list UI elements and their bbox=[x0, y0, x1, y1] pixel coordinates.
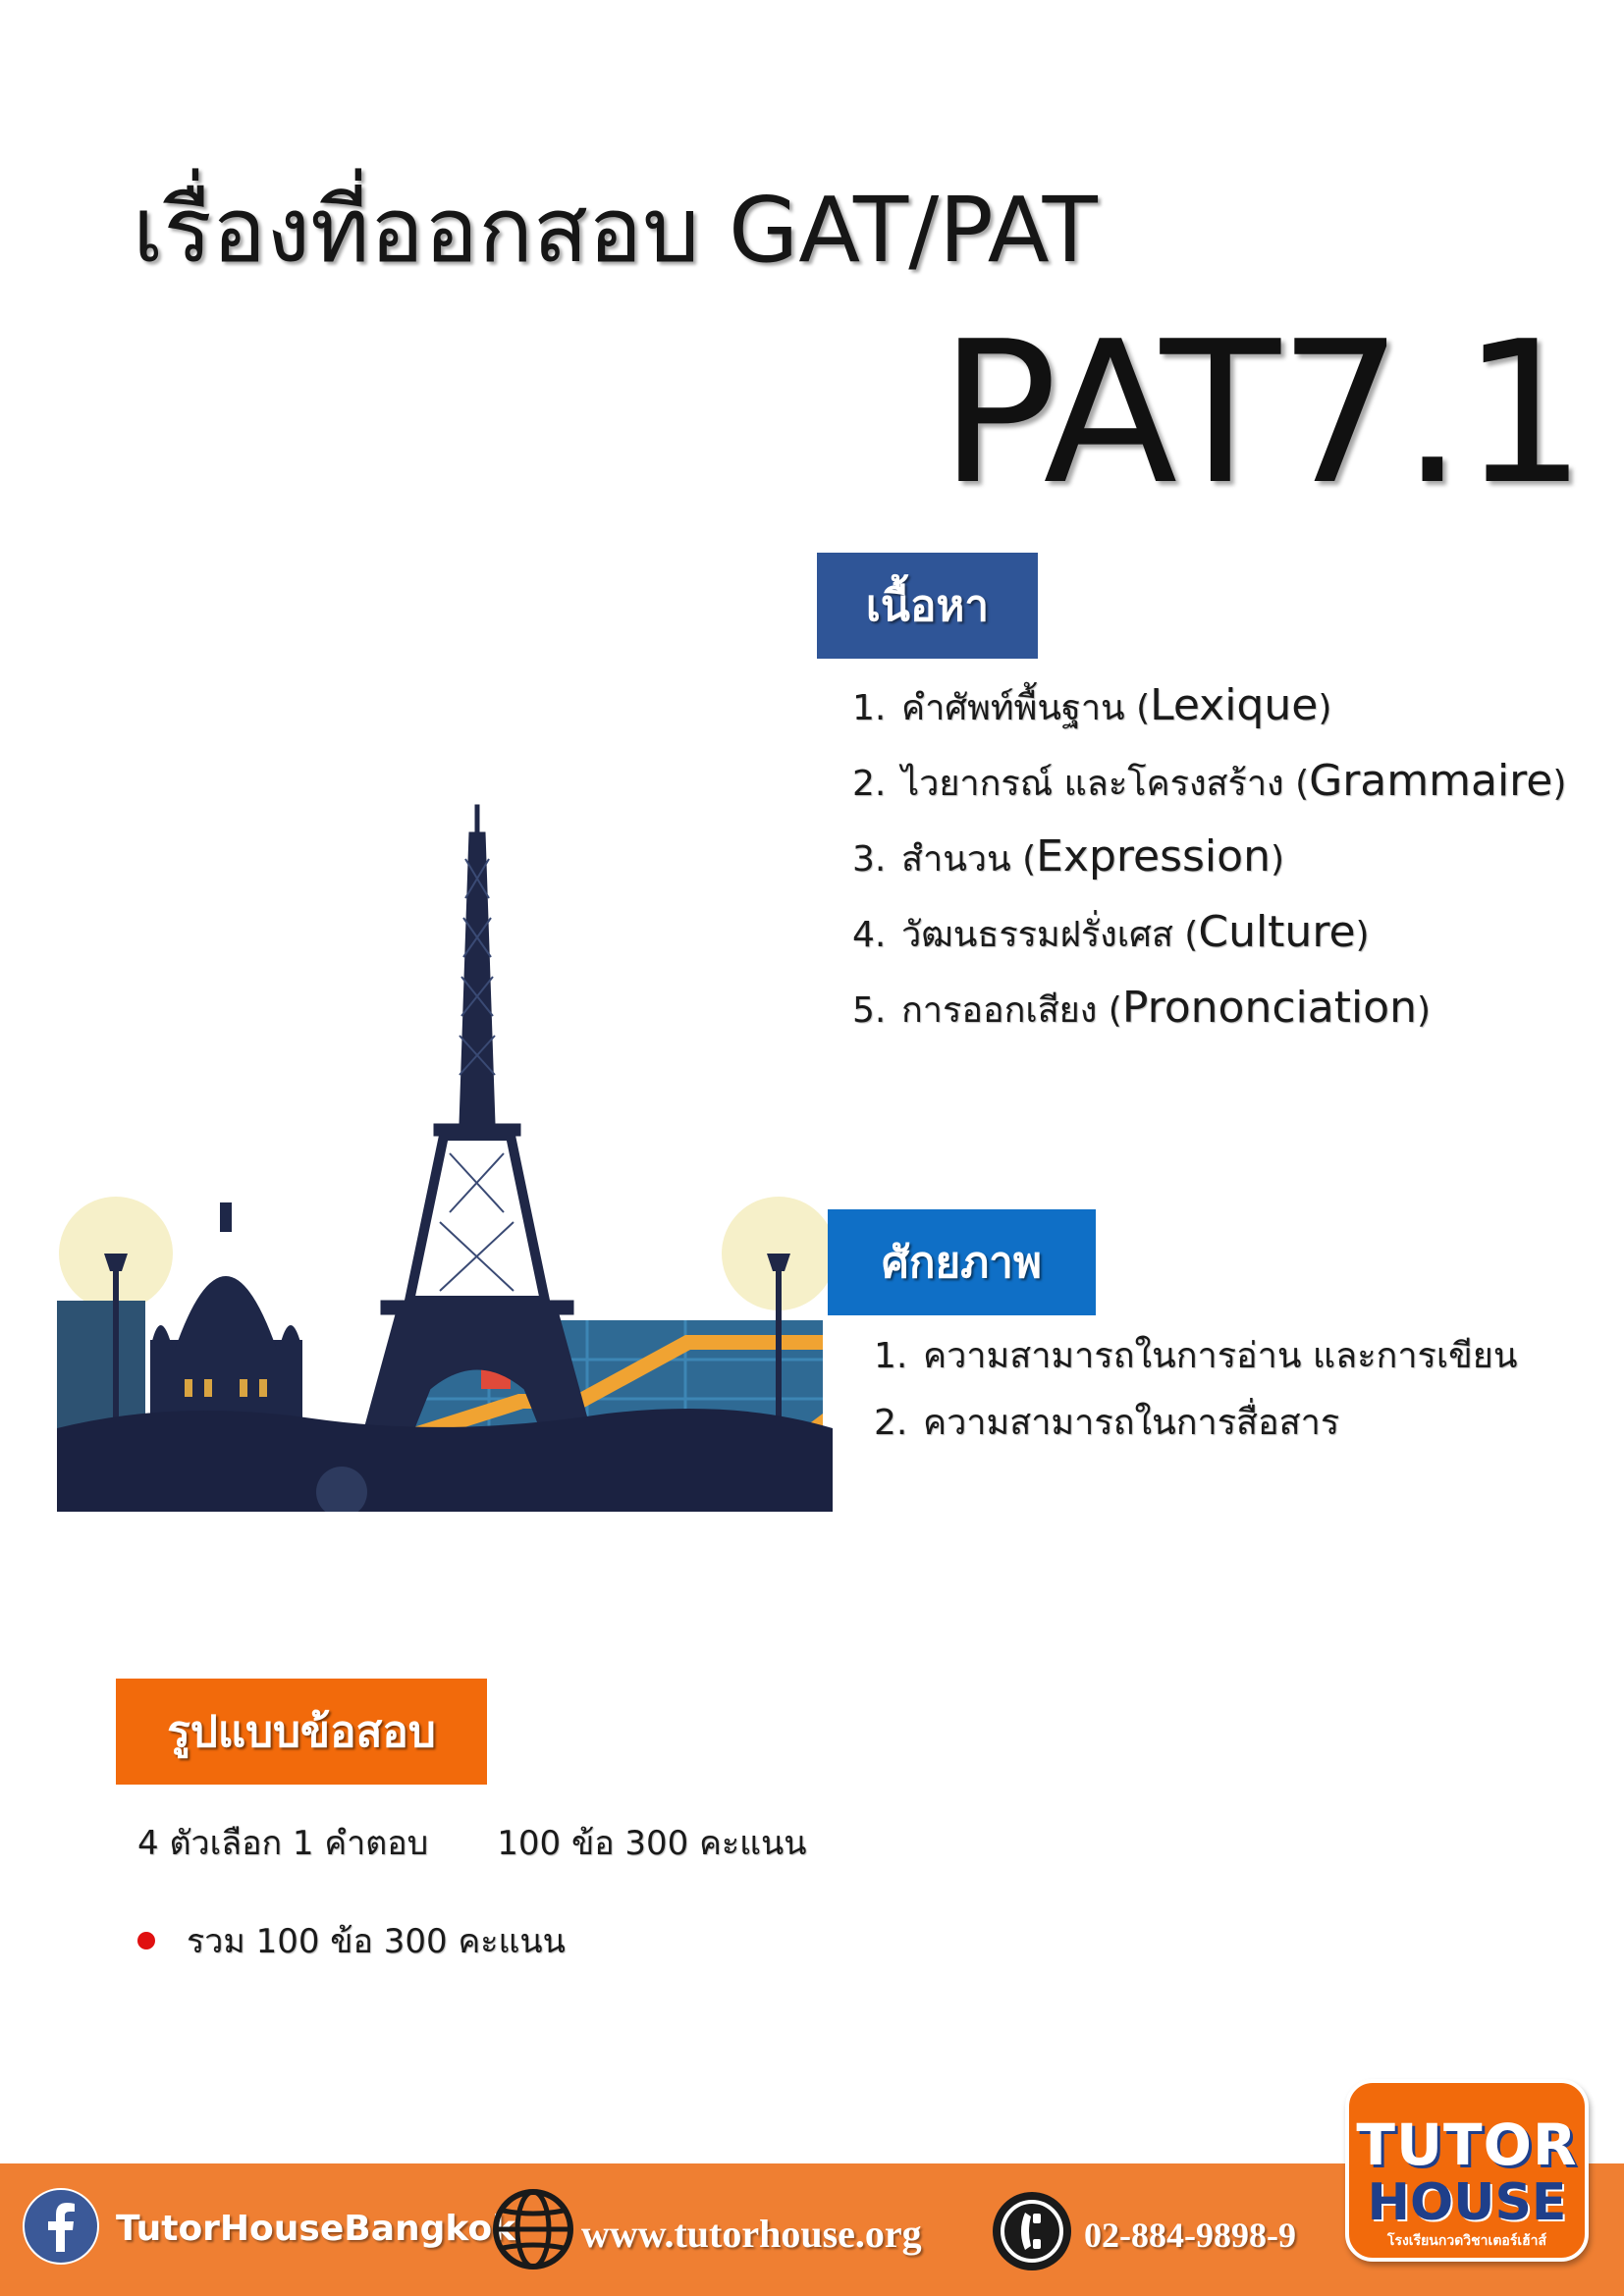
facebook-link[interactable]: TutorHouseBangkok bbox=[116, 2209, 516, 2249]
logo-tagline: โรงเรียนกวดวิชาเตอร์เฮ้าส์ bbox=[1386, 2233, 1547, 2249]
content-list bbox=[852, 679, 1566, 1057]
list-item bbox=[852, 982, 1566, 1057]
content-label: เนื้อหา bbox=[817, 553, 1038, 659]
item-french: Prononciation bbox=[1121, 983, 1417, 1033]
logo-line1: TUTOR bbox=[1356, 2111, 1578, 2178]
skill-list bbox=[874, 1327, 1518, 1461]
format-label: รูปแบบข้อสอบ bbox=[116, 1679, 487, 1785]
item-french: Culture bbox=[1198, 907, 1356, 957]
bullet-icon bbox=[137, 1932, 155, 1949]
item-number: 2. bbox=[852, 764, 887, 804]
list-item bbox=[852, 755, 1566, 830]
website-link[interactable]: www.tutorhouse.org bbox=[581, 2212, 922, 2256]
skill-label: ศักยภาพ bbox=[828, 1209, 1096, 1315]
paris-skyline-illustration bbox=[57, 800, 833, 1512]
globe-icon bbox=[491, 2187, 575, 2271]
list-item bbox=[852, 679, 1566, 755]
item-thai: ไวยากรณ์ และโครงสร้าง ( bbox=[901, 764, 1310, 804]
item-number: 1. bbox=[874, 1336, 908, 1376]
item-thai: สำนวน ( bbox=[901, 839, 1037, 880]
item-text: ความสามารถในการอ่าน และการเขียน bbox=[923, 1336, 1518, 1376]
item-close: ) bbox=[1270, 839, 1284, 880]
item-french: Lexique bbox=[1150, 680, 1319, 730]
format-description bbox=[137, 1816, 807, 1869]
list-item bbox=[874, 1394, 1518, 1461]
item-thai: คำศัพท์พื้นฐาน ( bbox=[901, 688, 1151, 728]
item-close: ) bbox=[1417, 990, 1432, 1031]
item-thai: การออกเสียง ( bbox=[901, 990, 1122, 1031]
item-french: Grammaire bbox=[1309, 756, 1553, 806]
tutor-house-logo bbox=[1345, 2079, 1589, 2262]
item-close: ) bbox=[1355, 915, 1370, 955]
facebook-icon[interactable] bbox=[22, 2187, 100, 2266]
list-item bbox=[874, 1327, 1518, 1394]
phone-number[interactable]: 02-884-9898-9 bbox=[1084, 2216, 1296, 2255]
phone-icon bbox=[990, 2189, 1074, 2273]
list-item bbox=[852, 830, 1566, 906]
page-title: เรื่องที่ออกสอบ GAT/PAT bbox=[133, 178, 1098, 283]
item-number: 5. bbox=[852, 990, 887, 1031]
total-line bbox=[137, 1914, 566, 1967]
subject-code: PAT7.1 bbox=[939, 299, 1585, 528]
count-text: 100 ข้อ 300 คะแนน bbox=[497, 1824, 807, 1863]
logo-line2: HOUSE bbox=[1367, 2173, 1567, 2232]
total-text: รวม 100 ข้อ 300 คะแนน bbox=[187, 1922, 566, 1961]
choice-text: 4 ตัวเลือก 1 คำตอบ bbox=[137, 1824, 429, 1863]
item-text: ความสามารถในการสื่อสาร bbox=[923, 1403, 1340, 1443]
item-number: 3. bbox=[852, 839, 887, 880]
item-thai: วัฒนธรรมฝรั่งเศส ( bbox=[901, 915, 1199, 955]
item-french: Expression bbox=[1036, 831, 1271, 881]
item-number: 1. bbox=[852, 688, 887, 728]
item-number: 4. bbox=[852, 915, 887, 955]
item-number: 2. bbox=[874, 1403, 908, 1443]
item-close: ) bbox=[1552, 764, 1567, 804]
item-close: ) bbox=[1318, 688, 1332, 728]
list-item bbox=[852, 906, 1566, 982]
